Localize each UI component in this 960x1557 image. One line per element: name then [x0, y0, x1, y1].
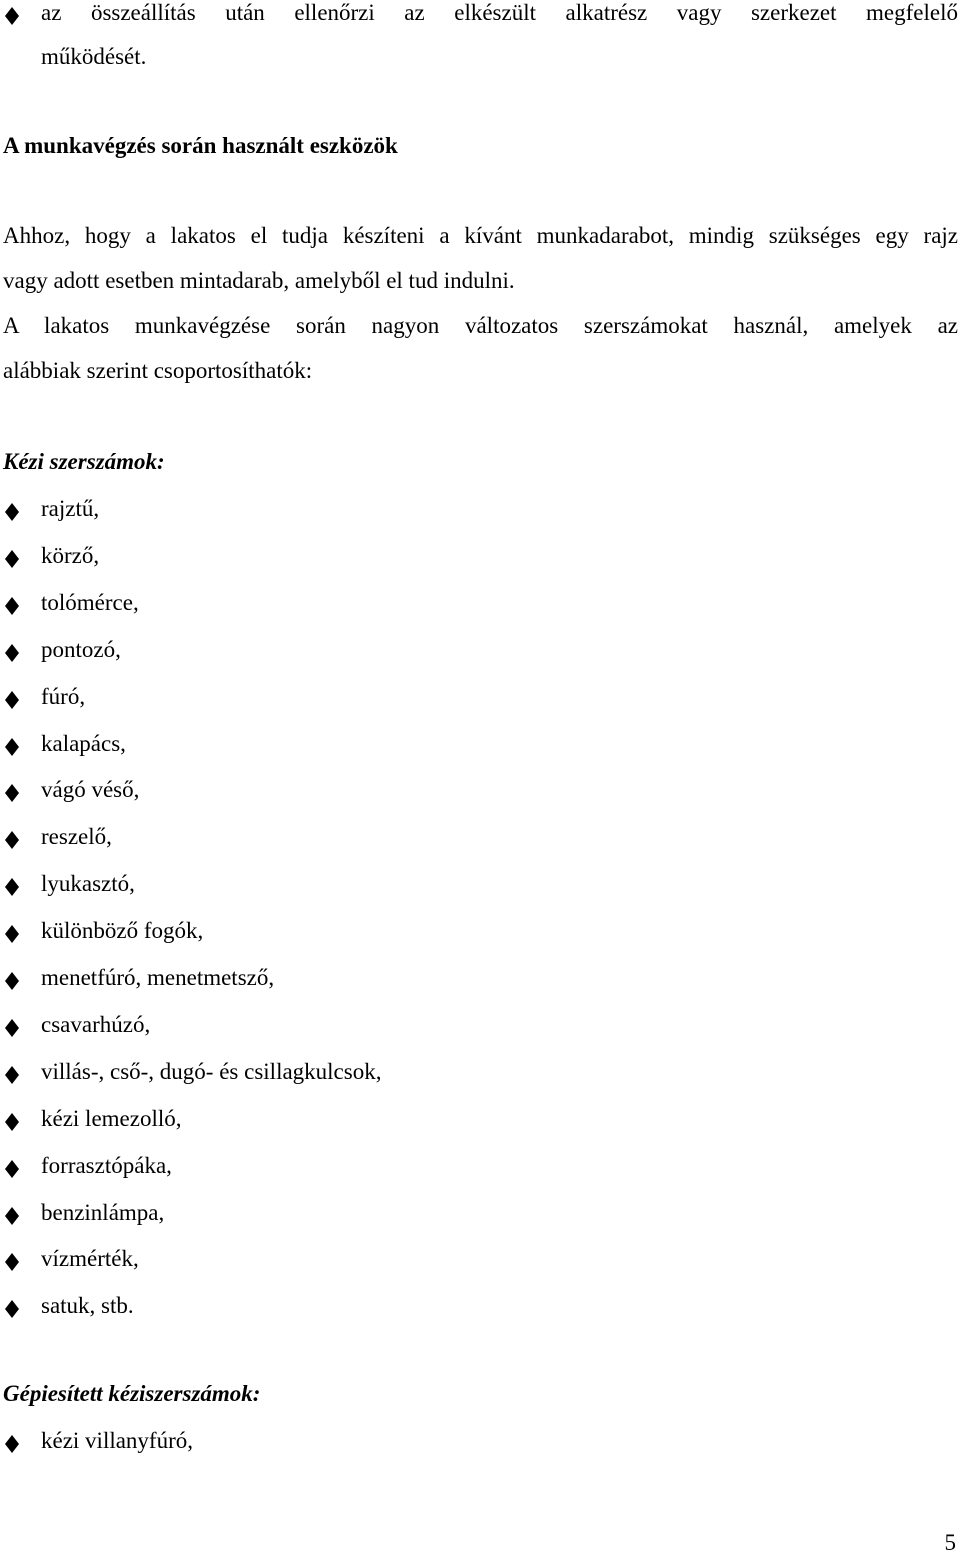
section-heading: A munkavégzés során használt eszközök [3, 133, 398, 158]
diamond-bullet-icon [3, 1253, 21, 1271]
list-item-label: rajztű, [41, 496, 100, 521]
list-item [0, 871, 958, 901]
list-item [0, 1246, 958, 1276]
list-item [0, 1106, 958, 1136]
list-item [0, 543, 958, 573]
diamond-bullet-icon [3, 691, 21, 709]
diamond-bullet-icon [3, 644, 21, 662]
paragraph-1-line-2: vagy adott esetben mintadarab, amelyből el tud indulni. [3, 268, 515, 293]
list-item-label: pontozó, [41, 636, 121, 662]
paragraph-2-line-1: A lakatos munkavégzése során nagyon változatos szerszámokat használ, amelyek az [3, 313, 958, 338]
diamond-bullet-icon [3, 831, 21, 849]
list-item-label: kézi lemezolló, [41, 1105, 182, 1131]
diamond-bullet-icon [3, 1207, 21, 1225]
list-item [0, 1293, 958, 1323]
list-item-label: kalapács, [41, 730, 126, 756]
power-tools-heading: Gépiesített kéziszerszámok: [3, 1381, 261, 1406]
list-item-label: fúró, [41, 683, 86, 709]
list-item [0, 590, 958, 620]
diamond-bullet-icon [3, 1019, 21, 1037]
list-item [0, 918, 958, 948]
diamond-bullet-icon [3, 503, 21, 521]
paragraph-1-line-1: Ahhoz, hogy a lakatos el tudja készíteni a kívánt munkadarabot, mindig szükséges egy rajz [3, 223, 958, 248]
diamond-bullet-icon [3, 878, 21, 896]
list-item [0, 824, 958, 854]
list-item-label: tolómérce, [41, 589, 139, 615]
list-item-label: különböző fogók, [41, 918, 204, 944]
list-item-label: csavarhúzó, [41, 1011, 151, 1037]
diamond-bullet-icon [3, 1435, 21, 1453]
diamond-bullet-icon [3, 1300, 21, 1318]
list-item [0, 965, 958, 995]
list-item-label: forrasztópáka, [41, 1152, 172, 1178]
diamond-bullet-icon [3, 925, 21, 943]
diamond-bullet-icon [3, 597, 21, 615]
list-item-label: lyukasztó, [41, 871, 135, 897]
list-item-label: benzinlámpa, [41, 1199, 165, 1225]
list-item-label: körző, [41, 542, 100, 568]
intro-bullet-line-1: az összeállítás után ellenőrzi az elkészült alkatrész vagy szerkezet megfelelő [41, 0, 958, 25]
diamond-bullet-icon [3, 7, 21, 25]
list-item-label: vízmérték, [41, 1246, 139, 1272]
list-item [0, 731, 958, 761]
list-item [0, 1153, 958, 1183]
list-item-label: kézi villanyfúró, [41, 1428, 194, 1453]
hand-tools-heading: Kézi szerszámok: [3, 449, 165, 474]
list-item [0, 684, 958, 714]
diamond-bullet-icon [3, 738, 21, 756]
diamond-bullet-icon [3, 972, 21, 990]
list-item-label: satuk, stb. [41, 1293, 134, 1319]
list-item-label: menetfúró, menetmetsző, [41, 965, 275, 990]
diamond-bullet-icon [3, 1160, 21, 1178]
diamond-bullet-icon [3, 1066, 21, 1084]
list-item [0, 1428, 958, 1458]
paragraph-2-line-2: alábbiak szerint csoportosíthatók: [3, 358, 313, 383]
intro-bullet-line-2: működését. [41, 44, 147, 69]
diamond-bullet-icon [3, 1113, 21, 1131]
list-item-label: vágó véső, [41, 777, 140, 803]
list-item-label: reszelő, [41, 824, 112, 850]
list-item [0, 1012, 958, 1042]
list-item [0, 637, 958, 667]
list-item [0, 496, 958, 526]
list-item [0, 1059, 958, 1089]
diamond-bullet-icon [3, 550, 21, 568]
list-item-label: villás-, cső-, dugó- és csillagkulcsok, [41, 1058, 382, 1084]
list-item [0, 1200, 958, 1230]
page-number: 5 [944, 1530, 956, 1555]
diamond-bullet-icon [3, 784, 21, 802]
list-item [0, 777, 958, 807]
